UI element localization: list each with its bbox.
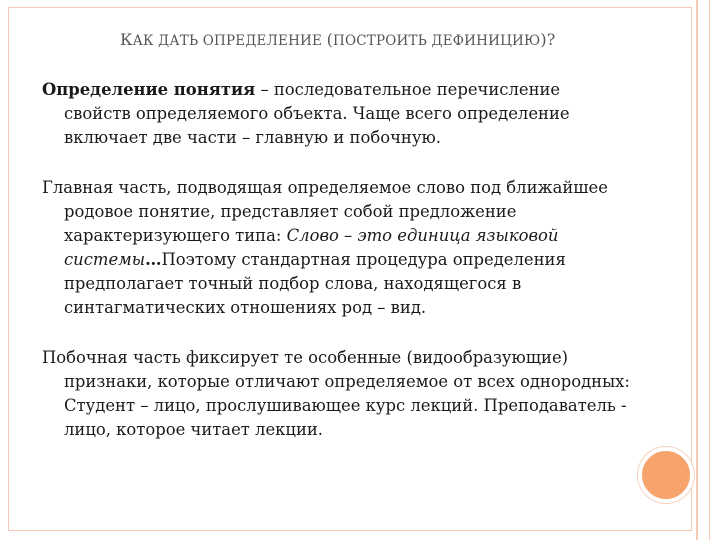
title-part1-big: К: [120, 30, 133, 49]
secondary-part-text: Побочная часть фиксирует те особенные (видообразующие) признаки, которые отличают определяемое от всех однородных: Студент – лицо, прослушивающее курс лекций. Преподаватель - лицо, которое читает лекции.: [42, 348, 630, 439]
rail-line-inner: [709, 0, 710, 540]
title-part1-small: АК ДАТЬ ОПРЕДЕЛЕНИЕ: [132, 33, 327, 49]
title-part2-big: (: [326, 30, 334, 49]
accent-circle: [638, 447, 694, 503]
main-part-text-before: Главная часть, подводящая определяемое слово под ближайшее родовое понятие, представляет собой предложение характеризующего типа:: [42, 178, 608, 245]
definition-text: – последовательное перечисление свойств определяемого объекта. Чаще всего определение включает две части – главную и побочную.: [64, 80, 570, 147]
title-part3-big: )?: [540, 30, 556, 49]
paragraph-definition: [42, 78, 632, 150]
main-part-example: Слово – это единица языковой системы: [64, 226, 559, 269]
paragraph-main-part: [42, 176, 632, 320]
paragraph-secondary-part: [42, 346, 632, 442]
main-part-text-after: Поэтому стандартная процедура определения предполагает точный подбор слова, находящегося в синтагматических отношениях род – вид.: [64, 250, 566, 317]
slide-title: [120, 30, 640, 49]
rail-line-outer: [696, 0, 698, 540]
definition-term: Определение понятия: [42, 80, 256, 99]
slide-content: [42, 78, 632, 468]
main-part-ellipsis: …: [145, 250, 162, 269]
title-part2-small: ПОСТРОИТЬ ДЕФИНИЦИЮ: [333, 33, 541, 49]
